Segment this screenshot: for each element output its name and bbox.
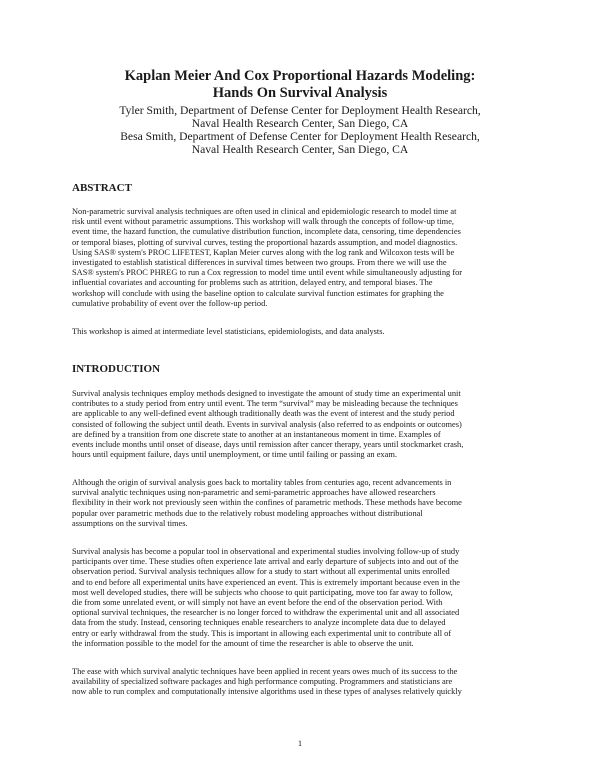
text-line: workshop will conclude with using the baseline option to calculate survival function estimates for graphing the [72, 288, 444, 298]
intro-paragraph-4 [72, 667, 534, 698]
title-line: Hands On Survival Analysis [212, 85, 388, 101]
text-line: event time, the hazard function, the cumulative distribution function, incomplete data, censoring, time dependencies [72, 227, 461, 237]
text-line: observation period. Survival analysis techniques allow for a study to start without all experimental units enrolled [72, 567, 450, 577]
text-line: flexibility in their work not previously seen within the confines of parametric methods. These methods have become [72, 498, 462, 508]
text-line: entry or early withdrawal from the study. This is important in allowing each experimental unit to contribute all of [72, 628, 452, 638]
text-line: risk until event without parametric assumptions. This workshop will walk through the concepts of follow-up time, [72, 217, 455, 227]
paper-title [60, 68, 540, 102]
text-line: influential covariates and accounting for problems such as attrition, delayed entry, and temporal biases. The [72, 278, 433, 288]
text-line: Although the origin of survival analysis goes back to mortality tables from centuries ago, recent advancements in [72, 478, 452, 487]
text-line: Survival analysis has become a popular tool in observational and experimental studies involving follow-up of study [72, 547, 460, 556]
text-line: the information possible to the model for the amount of time the researcher is able to observe the unit. [72, 638, 414, 648]
text-line: survival analytic techniques using non-parametric and semi-parametric approaches have allowed researchers [72, 488, 436, 498]
text-line: contributes to a study period from entry until event. The term “survival” may be misleading because the techniques [72, 399, 458, 409]
text-line: die from some unrelated event, or will simply not have an event before the end of the observation period. With [72, 598, 443, 608]
introduction-heading: INTRODUCTION [72, 363, 161, 375]
text-line: SAS® system's PROC PHREG to run a Cox regression to model time until event while simultaneously adjusting for [72, 268, 463, 278]
author-line: Naval Health Research Center, San Diego, CA [191, 117, 409, 130]
text-line: participants over time. These studies often experience late arrival and early departure of subjects into and out of the [72, 557, 459, 567]
author-line: Naval Health Research Center, San Diego, CA [191, 143, 409, 156]
text-line: are defined by a transition from one discrete state to another at an instantaneous moment in time. Examples of [72, 429, 441, 439]
text-line: assumptions on the survival times. [72, 518, 188, 528]
text-line: data from the study. Instead, censoring techniques enable researchers to analyze incomplete data due to delayed [72, 618, 446, 628]
text-line: consisted of following the subject until death. Events in survival analysis (also referred to as endpoints or outcomes) [72, 419, 462, 429]
text-line: investigated to establish statistical differences in survival times between two groups. From there we will use the [72, 258, 447, 268]
intro-paragraph-3 [72, 547, 534, 649]
text-line: and to end before all experimental units have experienced an event. This is extremely important because even in the [72, 577, 460, 587]
text-line: The ease with which survival analytic techniques have been applied in recent years owes much of its success to the [72, 667, 458, 676]
intro-paragraph-2 [72, 478, 534, 529]
intro-paragraph-1 [72, 389, 534, 460]
text-line: cumulative probability of event over the follow-up period. [72, 298, 268, 308]
abstract-paragraph-2 [72, 327, 534, 337]
abstract-heading: ABSTRACT [72, 182, 132, 194]
text-line: most well developed studies, there will be subjects who choose to quit participating, move too far away to follow, [72, 587, 453, 597]
text-line: Using SAS® system's PROC LIFETEST, Kaplan Meier curves along with the log rank and Wilcoxon tests will be [72, 247, 455, 257]
author-line: Besa Smith, Department of Defense Center for Deployment Health Research, [120, 130, 480, 143]
text-line: now able to run complex and computationally intensive algorithms used in these types of analyses relatively quickly [72, 687, 462, 697]
text-line: optional survival techniques, the researcher is no longer forced to withdraw the experimental unit and all associated [72, 608, 460, 618]
text-line: This workshop is aimed at intermediate level statisticians, epidemiologists, and data analysts. [72, 327, 385, 336]
text-line: are applicable to any well-defined event although traditionally death was the event of interest and the study period [72, 409, 455, 419]
text-line: popular over parametric methods due to the relatively robust modeling approaches without distributional [72, 508, 423, 518]
author-block [60, 104, 540, 156]
abstract-paragraph-1 [72, 207, 534, 309]
text-line: events include months until onset of disease, days until remission after cancer therapy, years until stockmarket crash, [72, 440, 464, 450]
title-line: Kaplan Meier And Cox Proportional Hazards Modeling: [124, 68, 476, 84]
text-line: Non-parametric survival analysis techniques are often used in clinical and epidemiologic research to model time at [72, 207, 457, 216]
page-number: 1 [297, 738, 303, 748]
text-line: hours until equipment failure, days until unemployment, or time until failing or passing an exam. [72, 450, 397, 460]
text-line: or temporal biases, plotting of survival curves, testing the proportional hazards assumption, and model diagnostics. [72, 237, 458, 247]
text-line: Survival analysis techniques employ methods designed to investigate the amount of study time an experimental unit [72, 389, 461, 398]
text-line: availability of specialized software packages and high performance computing. Programmers and statisticians are [72, 677, 453, 687]
author-line: Tyler Smith, Department of Defense Center for Deployment Health Research, [119, 104, 481, 117]
